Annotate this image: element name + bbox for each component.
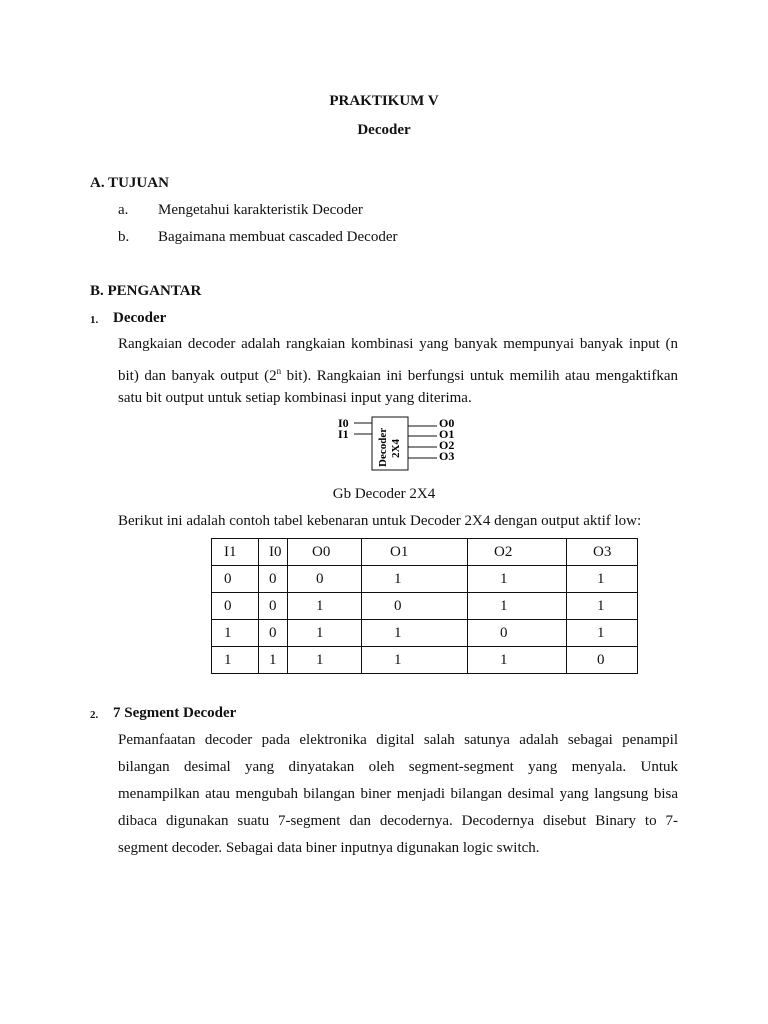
table-cell: 1	[288, 620, 362, 647]
table-cell: 0	[288, 566, 362, 593]
table-cell: 1	[212, 620, 259, 647]
table-header-cell: O1	[362, 539, 468, 566]
table-header-row	[212, 539, 638, 566]
seven-segment-paragraph-line: dibaca digunakan suatu 7-segment dan decodernya. Decodernya disebut Binary to 7-	[118, 813, 678, 829]
table-cell: 1	[288, 647, 362, 674]
table-cell: 1	[362, 620, 468, 647]
table-cell: 1	[468, 593, 567, 620]
subsection-2-title: 7 Segment Decoder	[113, 705, 237, 721]
table-intro: Berikut ini adalah contoh tabel kebenaran untuk Decoder 2X4 dengan output aktif low:	[118, 513, 642, 529]
decoder-block-label-size: 2X4	[390, 439, 402, 458]
output-label-o3: O3	[439, 449, 455, 463]
table-cell: 0	[212, 593, 259, 620]
objective-a-text: Mengetahui karakteristik Decoder	[158, 202, 363, 218]
table-cell: 1	[468, 647, 567, 674]
page-subtitle: Decoder	[357, 122, 411, 138]
table-cell: 1	[567, 620, 638, 647]
table-cell: 0	[259, 593, 288, 620]
table-row	[212, 593, 638, 620]
table-cell: 1	[468, 566, 567, 593]
subsection-1-title: Decoder	[113, 310, 167, 326]
table-cell: 0	[468, 620, 567, 647]
table-row	[212, 647, 638, 674]
table-row	[212, 620, 638, 647]
page-title: PRAKTIKUM V	[329, 93, 439, 109]
objective-a-marker: a.	[118, 202, 129, 218]
decoder-line-part: bit) dan banyak output (2	[118, 368, 277, 384]
table-header-cell: O2	[468, 539, 567, 566]
decoder-diagram	[336, 414, 466, 474]
table-header-cell: I1	[212, 539, 259, 566]
table-cell: 1	[288, 593, 362, 620]
decoder-paragraph-line: Rangkaian decoder adalah rangkaian kombinasi yang banyak mempunyai banyak input (n	[118, 336, 678, 352]
decoder-line-part: bit). Rangkaian ini berfungsi untuk memilih atau mengaktifkan	[281, 368, 678, 384]
table-header-cell: O3	[567, 539, 638, 566]
decoder-paragraph	[118, 331, 678, 412]
table-cell: 0	[259, 566, 288, 593]
table-cell: 1	[567, 593, 638, 620]
output-label-o2: O2	[439, 438, 455, 452]
subsection-1-number: 1.	[90, 314, 99, 326]
objective-b-marker: b.	[118, 229, 130, 245]
table-cell: 0	[259, 620, 288, 647]
section-b-heading: B. PENGANTAR	[90, 283, 202, 299]
superscript-n: n	[276, 366, 282, 376]
seven-segment-paragraph-line: menampilkan atau mengubah bilangan biner menjadi bilangan desimal yang langsung bisa	[118, 786, 678, 802]
output-label-o0: O0	[439, 416, 455, 430]
table-cell: 1	[212, 647, 259, 674]
table-header-cell: O0	[288, 539, 362, 566]
input-label-i1: I1	[338, 427, 349, 441]
table-row	[212, 566, 638, 593]
table-header-cell: I0	[259, 539, 288, 566]
decoder-paragraph-line	[118, 358, 678, 385]
table-cell: 0	[567, 647, 638, 674]
decoder-block-label: Decoder	[377, 427, 389, 467]
table-cell: 0	[362, 593, 468, 620]
input-label-i0: I0	[338, 416, 349, 430]
table-cell: 0	[212, 566, 259, 593]
table-cell: 1	[362, 647, 468, 674]
seven-segment-paragraph	[118, 727, 678, 862]
section-a-heading: A. TUJUAN	[90, 175, 169, 191]
output-label-o1: O1	[439, 427, 455, 441]
seven-segment-paragraph-line: bilangan desimal yang dinyatakan oleh segment-segment yang menyala. Untuk	[118, 759, 678, 775]
decoder-paragraph-line: satu bit output untuk setiap kombinasi input yang diterima.	[118, 390, 472, 406]
truth-table	[211, 538, 638, 674]
table-cell: 1	[362, 566, 468, 593]
figure-caption: Gb Decoder 2X4	[332, 486, 436, 502]
objective-b-text: Bagaimana membuat cascaded Decoder	[158, 229, 398, 245]
subsection-2-number: 2.	[90, 709, 99, 721]
seven-segment-paragraph-line: segment decoder. Sebagai data biner inputnya digunakan logic switch.	[118, 840, 540, 856]
table-cell: 1	[567, 566, 638, 593]
table-cell: 1	[259, 647, 288, 674]
seven-segment-paragraph-line: Pemanfaatan decoder pada elektronika digital salah satunya adalah sebagai penampil	[118, 732, 678, 748]
